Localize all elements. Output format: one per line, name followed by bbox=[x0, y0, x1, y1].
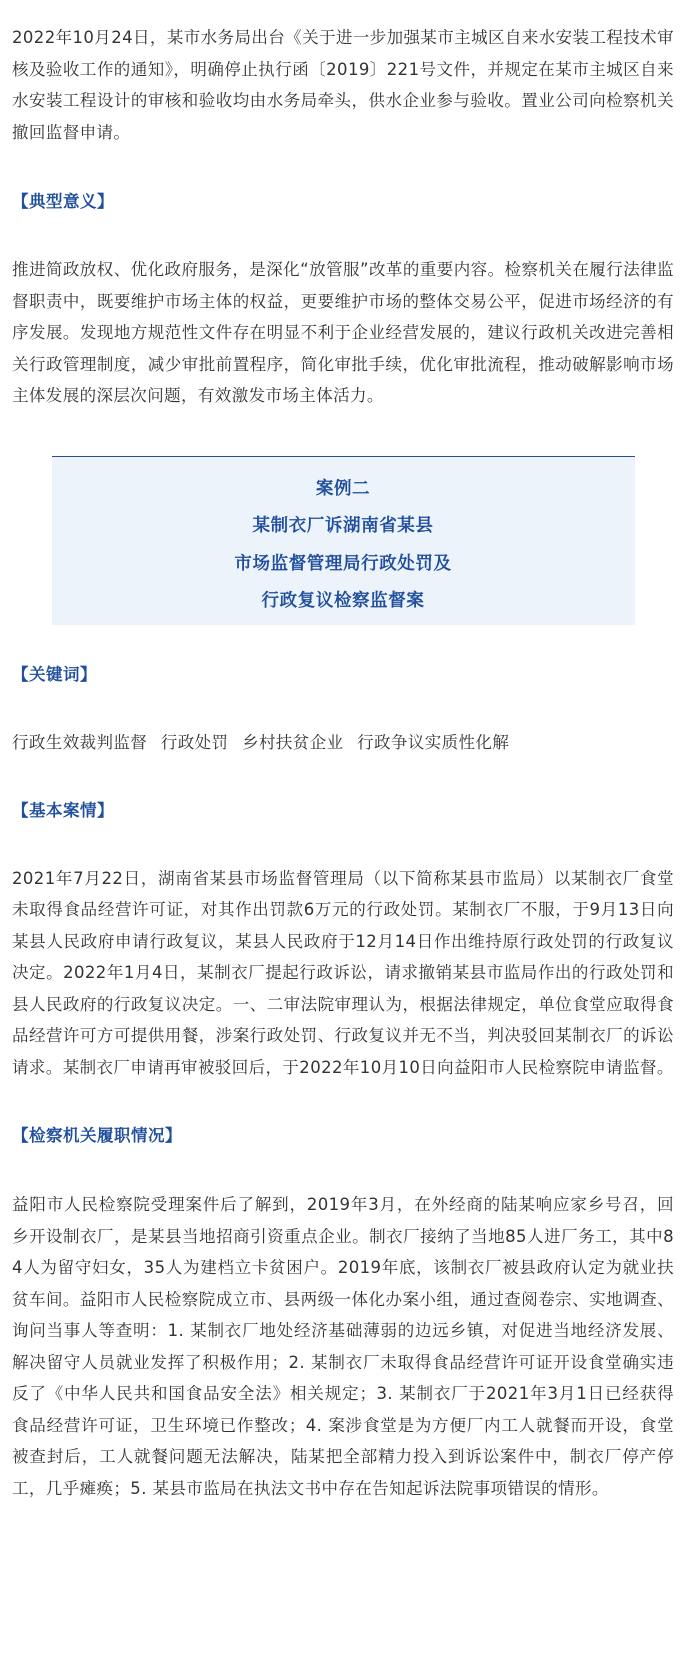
basic-facts-heading: 【基本案情】 bbox=[12, 800, 114, 820]
keywords-text: 行政生效裁判监督 行政处罚 乡村扶贫企业 行政争议实质性化解 bbox=[12, 732, 510, 752]
keywords-heading: 【关键词】 bbox=[12, 664, 97, 684]
case-title-line-3: 行政复议检察监督案 bbox=[261, 591, 425, 611]
intro-paragraph: 2022年10月24日，某市水务局出台《关于进一步加强某市主城区自来水安装工程技术审核及验收工作的通知》，明确停止执行函〔2019〕221号文件，并规定在某市主城区自来水安装工程设计的审核和验收均由水务局牵头，供水企业参与验收。置业公司向检察机关撤回监督申请。 bbox=[12, 28, 674, 142]
case-title-line-1: 某制衣厂诉湖南省某县 bbox=[252, 516, 434, 536]
basic-facts-paragraph: 2021年7月22日，湖南省某县市场监督管理局（以下简称某县市监局）以某制衣厂食堂未取得食品经营许可证，对其作出罚款6万元的行政处罚。某制衣厂不服，于9月13日向某县人民政府申请行政复议，某县人民政府于12月14日作出维持原行政处罚的行政复议决定。2022年1月4日，某制衣厂提起行政诉讼，请求撤销某县市监局作出的行政处罚和县人民政府的行政复议决定。一、二审法院审理认为，根据法律规定，单位食堂应取得食品经营许可方可提供用餐，涉案行政处罚、行政复议并无不当，判决驳回某制衣厂的诉讼请求。某制衣厂申请再审被驳回后，于2022年10月10日向益阳市人民检察院申请监督。 bbox=[12, 868, 674, 1077]
procuratorate-paragraph: 益阳市人民检察院受理案件后了解到，2019年3月，在外经商的陆某响应家乡号召，回乡开设制衣厂，是某县当地招商引资重点企业。制衣厂接纳了当地85人进厂务工，其中84人为留守妇女，35人为建档立卡贫困户。2019年底，该制衣厂被县政府认定为就业扶贫车间。益阳市人民检察院成立市、县两级一体化办案小组，通过查阅卷宗、实地调查、询问当事人等查明：1. 某制衣厂地处经济基础薄弱的边远乡镇，对促进当地经济发展、解决留守人员就业发挥了积极作用；2. 某制衣厂未取得食品经营许可证开设食堂确实违反了《中华人民共和国食品安全法》相关规定；3. 某制衣厂于2021年3月1日已经获得食品经营许可证，卫生环境已作整改；4. 案涉食堂是为方便厂内工人就餐而开设，食堂被查封后，工人就餐问题无法解决，陆某把全部精力投入到诉讼案件中，制衣厂停产停工，几乎瘫痪；5. 某县市监局在执法文书中存在告知起诉法院事项错误的情形。 bbox=[12, 1195, 674, 1498]
significance-heading: 【典型意义】 bbox=[12, 192, 114, 211]
procuratorate-heading: 【检察机关履职情况】 bbox=[12, 1126, 182, 1145]
significance-paragraph: 推进简政放权、优化政府服务，是深化“放管服”改革的重要内容。检察机关在履行法律监督职责中，既要维护市场主体的权益，更要维护市场的整体交易公平，促进市场经济的有序发展。发现地方规范性文件存在明显不利于企业经营发展的，建议行政机关改进完善相关行政管理制度，减少审批前置程序，简化审批手续，优化审批流程，推动破解影响市场主体发展的深层次问题，有效激发市场主体活力。 bbox=[12, 260, 674, 405]
case-number: 案例二 bbox=[315, 478, 371, 499]
case-title-line-2: 市场监督管理局行政处罚及 bbox=[234, 553, 452, 574]
case-title-box bbox=[52, 456, 635, 625]
